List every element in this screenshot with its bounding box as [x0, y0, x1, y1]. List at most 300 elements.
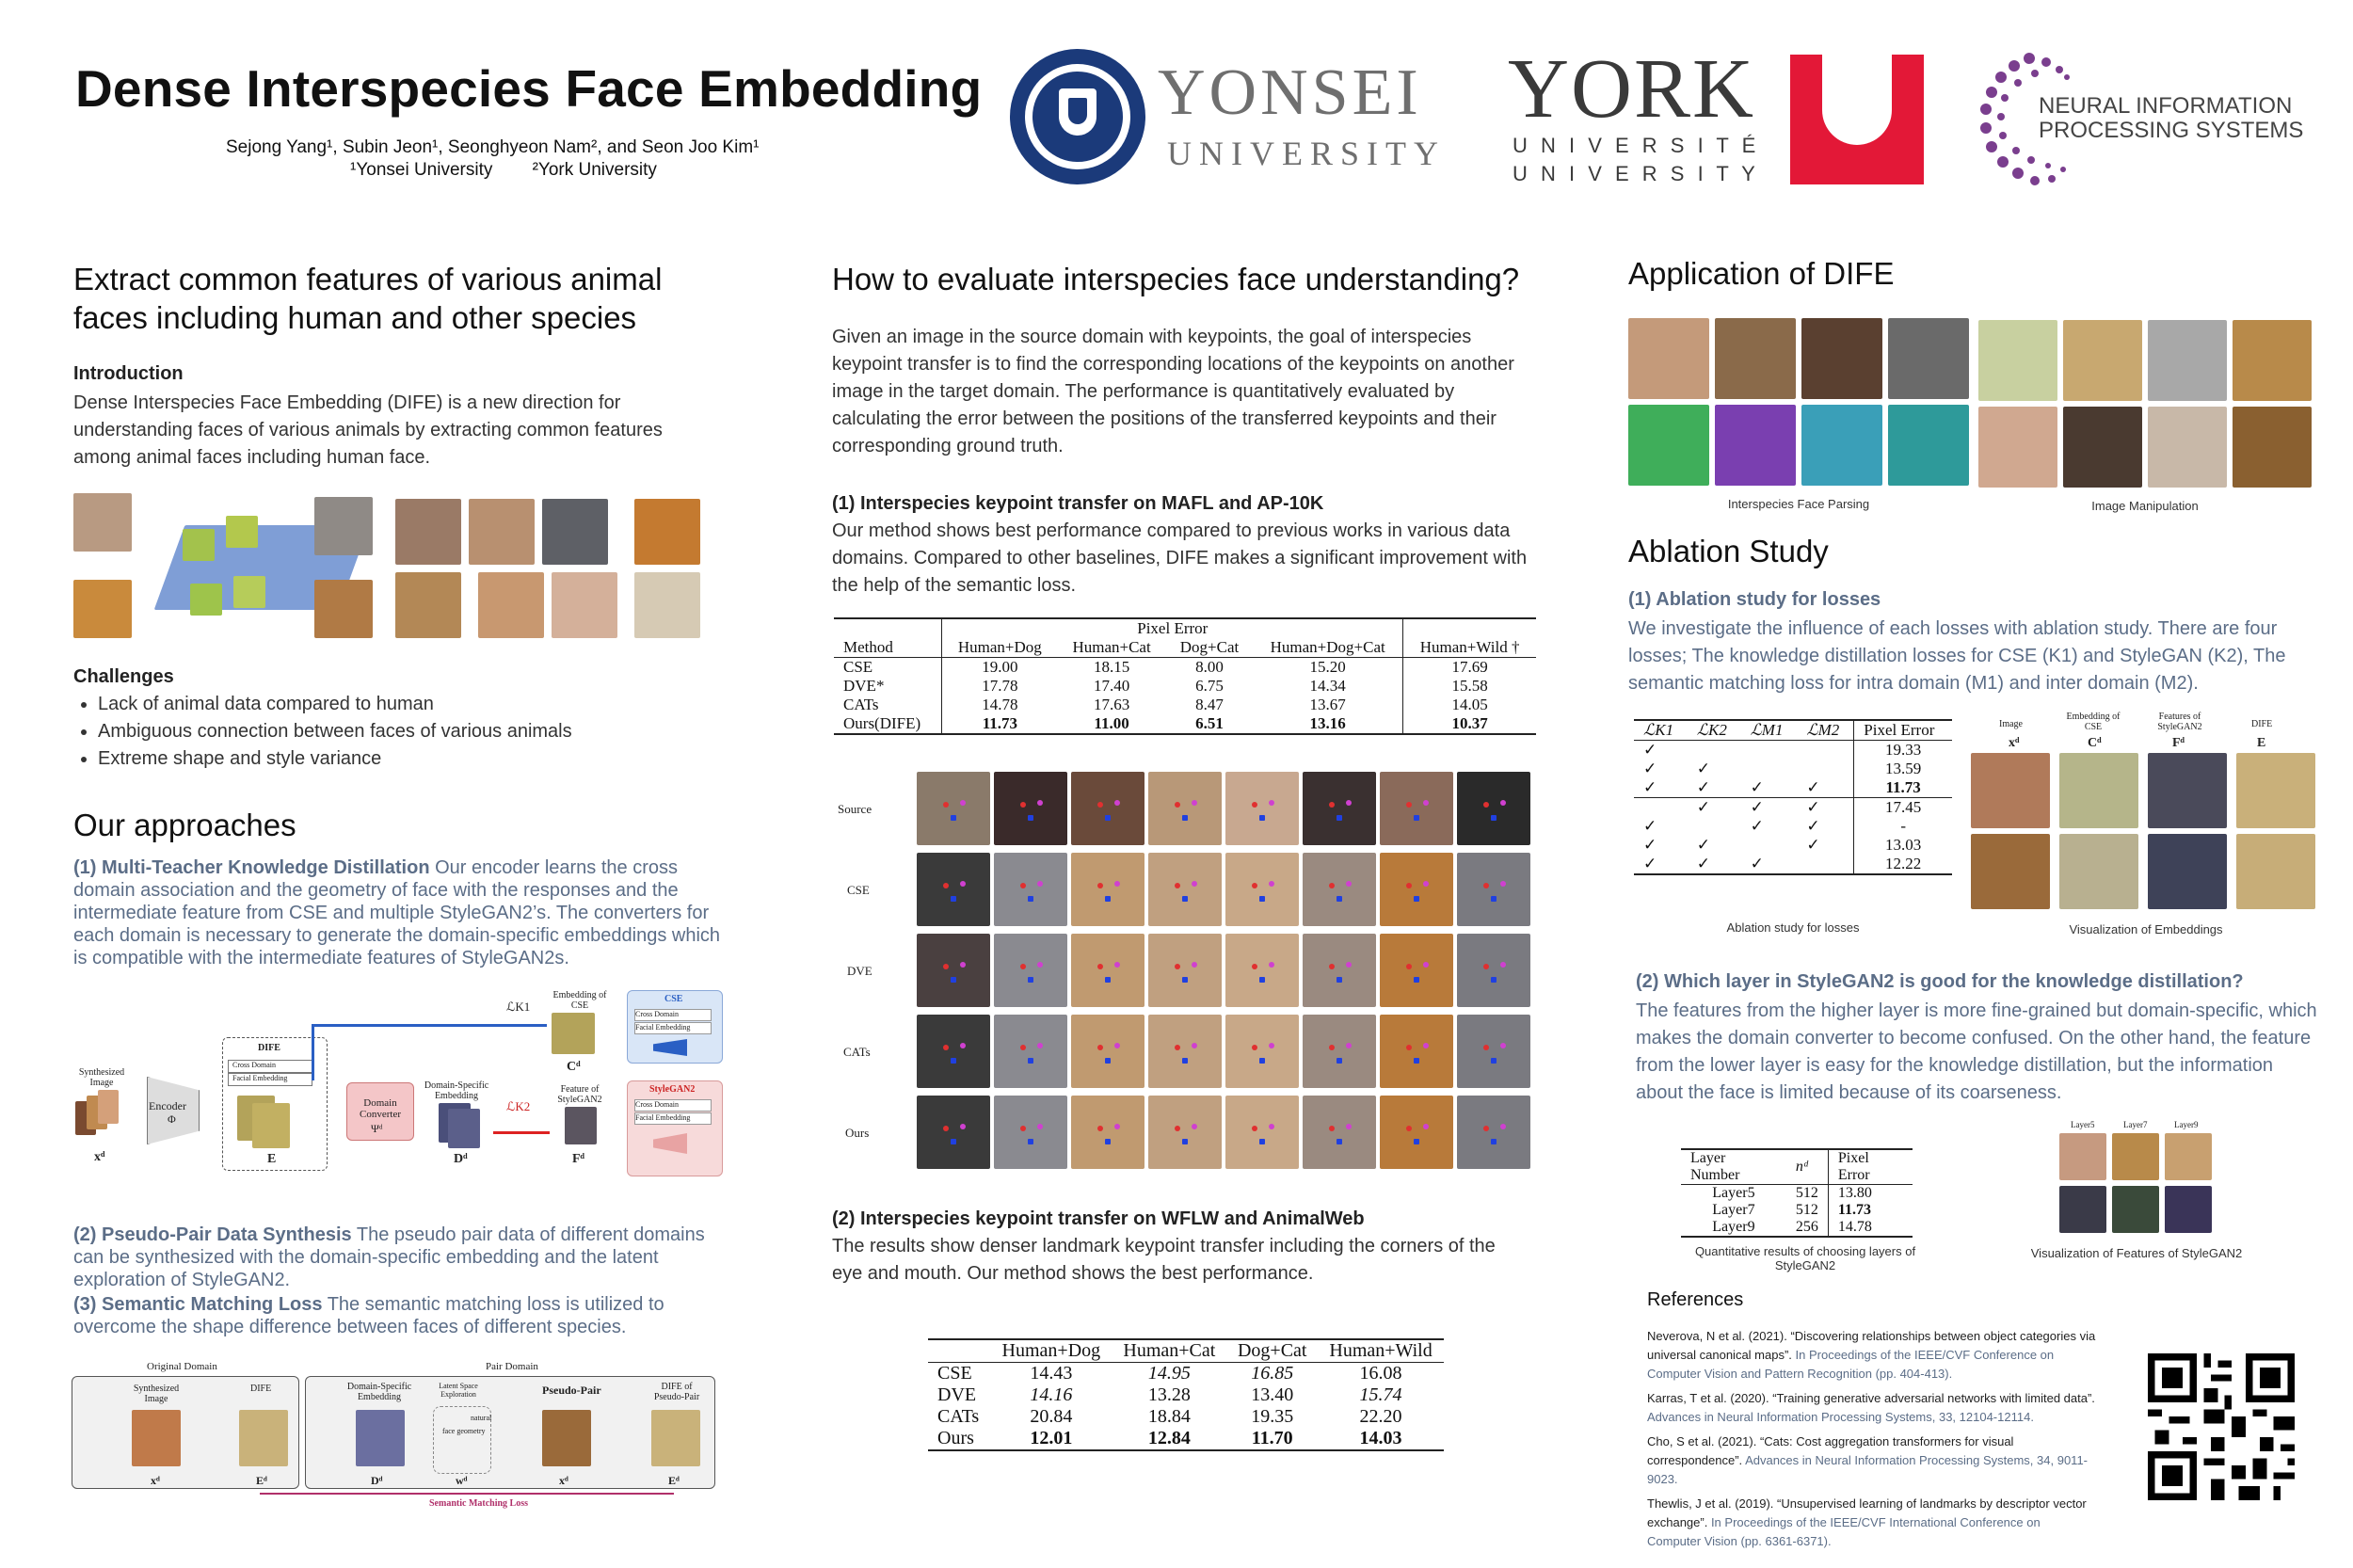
- keypoint-dot: [1028, 1058, 1033, 1064]
- keypoint-dot: [1483, 802, 1489, 808]
- keypoint-dot: [1406, 964, 1412, 969]
- keypoint-dot: [1414, 1058, 1419, 1064]
- encoder-label: Encoder: [149, 1099, 186, 1112]
- d2-face-geo: face geometry: [442, 1427, 486, 1435]
- poster-title: Dense Interspecies Face Embedding: [75, 59, 983, 118]
- neurips-line2: PROCESSING SYSTEMS: [2039, 118, 2304, 143]
- keypoint-thumb: [917, 853, 990, 926]
- keypoint-dot: [1105, 1058, 1111, 1064]
- keypoint-dot: [1500, 800, 1506, 806]
- abl-cell: ✓: [1643, 760, 1657, 777]
- abl-cell: ✓: [1806, 817, 1820, 835]
- abl-col-header: ℒM1: [1750, 721, 1784, 739]
- abl-cell: ✓: [1643, 817, 1657, 835]
- affiliations: ¹Yonsei University ²York University: [350, 160, 657, 180]
- layer-head: Layer5: [2071, 1120, 2095, 1129]
- s1-text: Our method shows best performance compared to previous works in various data domains. Compared to other baselines, DIFE makes a significant improvement with the help of the semantic loss.: [832, 520, 1528, 596]
- abl-cell: 19.33: [1854, 741, 1952, 760]
- t1-cell: 17.40: [1093, 677, 1130, 695]
- layer-cell: 512: [1795, 1185, 1818, 1201]
- keypoint-thumb: [1457, 853, 1530, 926]
- keypoint-dot: [1252, 802, 1257, 808]
- t2-col-header: Human+Wild: [1329, 1340, 1433, 1361]
- keypoint-thumb: [1457, 1015, 1530, 1088]
- keypoint-dot: [951, 896, 956, 902]
- keypoint-dot: [1192, 800, 1197, 806]
- references-list: [1647, 1327, 2097, 1551]
- keypoint-dot: [960, 1124, 966, 1129]
- table-row: [834, 714, 1536, 734]
- layer-cell: Layer9: [1712, 1219, 1755, 1235]
- abl-col-header: ℒK1: [1643, 721, 1674, 739]
- ref-authors: Cho, S et al. (2021). “Cats: Cost aggregation transformers for visual correspondence”.: [1647, 1434, 2014, 1467]
- d2-dife-label: DIFE: [250, 1384, 272, 1394]
- t2-cell: CSE: [937, 1363, 972, 1384]
- d2-dife-pp-map: [651, 1410, 700, 1466]
- cap-layer: Quantitative results of choosing layers of StyleGAN2: [1694, 1244, 1916, 1272]
- diagram-E: E: [267, 1152, 277, 1166]
- keypoint-dot: [1252, 1045, 1257, 1050]
- parsing-output: [1715, 405, 1796, 486]
- abl-cell: -: [1854, 817, 1952, 836]
- keypoint-dot: [1500, 962, 1506, 968]
- keypoint-dot: [1105, 815, 1111, 821]
- keypoint-dot: [943, 1045, 949, 1050]
- dife-label: DIFE: [258, 1043, 280, 1053]
- keypoint-dot: [1028, 896, 1033, 902]
- grid-row-label: DVE: [847, 964, 872, 978]
- table-row: [1634, 855, 1952, 874]
- abl2-text: The features from the higher layer is more fine-grained but domain-specific, which makes the domain converter to become confused. On the other hand, the feature from the lower layer is easy for the knowledge distillation, but the information about the face is limited because of its coarseness.: [1636, 1000, 2317, 1103]
- parsing-output: [1628, 405, 1709, 486]
- table-row: [1681, 1185, 1913, 1203]
- authors: Sejong Yang¹, Subin Jeon¹, Seonghyeon Nam², and Seon Joo Kim¹: [226, 137, 760, 157]
- keypoint-dot: [1105, 977, 1111, 983]
- keypoint-thumb: [1148, 1096, 1222, 1169]
- dse-map: [448, 1109, 480, 1148]
- keypoint-thumb: [917, 1015, 990, 1088]
- keypoint-thumb: [994, 934, 1067, 1007]
- keypoint-dot: [1329, 1126, 1335, 1131]
- abl-cell: 17.45: [1854, 798, 1952, 818]
- diagram-xd: xᵈ: [94, 1150, 105, 1164]
- table-wflw: [928, 1338, 1444, 1451]
- table-row: [834, 658, 1536, 678]
- t1-col-header: Human+Wild †: [1403, 638, 1536, 658]
- keypoint-dot: [1037, 881, 1043, 887]
- abl-cell: ✓: [1696, 798, 1711, 816]
- d2-synth-image: [132, 1410, 181, 1466]
- table-layers: [1681, 1148, 1913, 1238]
- t1-cell: 15.20: [1309, 658, 1346, 676]
- t1-cell: 14.34: [1309, 677, 1346, 695]
- abl-cell: [1741, 836, 1798, 855]
- challenge-item: • Ambiguous connection between faces of various animals: [98, 718, 738, 745]
- emb-sym: xᵈ: [2009, 736, 2020, 750]
- abl-cell: [1688, 817, 1741, 836]
- t1-cell: 8.47: [1195, 696, 1224, 713]
- manip-image: [2148, 407, 2227, 488]
- keypoint-dot: [1028, 977, 1033, 983]
- t2-col-header: Dog+Cat: [1237, 1340, 1307, 1361]
- keypoint-thumb: [1071, 853, 1144, 926]
- keypoint-dot: [1491, 1058, 1497, 1064]
- manip-image: [2233, 407, 2312, 488]
- table-mafl: [834, 617, 1536, 735]
- keypoint-thumb: [634, 499, 700, 565]
- keypoint-dot: [1259, 896, 1265, 902]
- layer-head: Layer9: [2174, 1120, 2199, 1129]
- t1-cell: CSE: [834, 658, 942, 678]
- col2-intro: Given an image in the source domain with keypoints, the goal of interspecies keypoint transfer is to find the corresponding locations of the keypoints on another image in the target domain. The performance is quantitatively evaluated by calculating the error between the positions of the transferred keypoints and their corresponding ground truth.: [832, 327, 1514, 456]
- keypoint-dot: [1037, 1124, 1043, 1129]
- keypoint-dot: [1269, 800, 1274, 806]
- d2-Dd: Dᵈ: [371, 1474, 383, 1487]
- phi-label: Φ: [168, 1112, 176, 1126]
- d2-pseudo-image: [542, 1410, 591, 1466]
- keypoint-dot: [951, 1058, 956, 1064]
- abl-col-header: ℒK2: [1696, 721, 1727, 739]
- keypoint-thumb: [1071, 772, 1144, 845]
- keypoint-dot: [960, 881, 966, 887]
- keypoint-dot: [960, 962, 966, 968]
- keypoint-dot: [1028, 1139, 1033, 1144]
- keypoint-dot: [1406, 802, 1412, 808]
- york-wordmark: YORK: [1508, 42, 1756, 136]
- ref-venue: Advances in Neural Information Processing Systems, 33, 12104-12114.: [1647, 1410, 2034, 1424]
- layer-cell: Layer5: [1712, 1185, 1755, 1201]
- embedding-patch: [226, 516, 258, 548]
- layer-image: [2059, 1133, 2106, 1180]
- t1-col-header: Human+Dog+Cat: [1270, 638, 1385, 656]
- keypoint-dot: [1097, 1045, 1103, 1050]
- t1-cell: 11.73: [982, 714, 1017, 732]
- t2-col-header: Human+Cat: [1123, 1340, 1216, 1361]
- embedding-patch: [190, 584, 222, 616]
- parsing-input: [1801, 318, 1882, 399]
- abl-cell: ✓: [1643, 778, 1657, 796]
- table-row: [1634, 778, 1952, 798]
- t1-cell: 13.67: [1309, 696, 1346, 713]
- keypoint-thumb: [994, 1096, 1067, 1169]
- manipulation-figure: [1978, 320, 2317, 489]
- table-row: [834, 677, 1536, 696]
- abl-cell: ✓: [1750, 855, 1764, 872]
- layer-cell: Layer7: [1712, 1202, 1755, 1218]
- t2-cell: 14.43: [1030, 1363, 1073, 1384]
- grid-row-label: Ours: [845, 1126, 870, 1140]
- keypoint-dot: [1020, 883, 1026, 888]
- d2-dse-label: Domain-Specific Embedding: [346, 1382, 412, 1402]
- t2-cell: 13.28: [1147, 1384, 1191, 1405]
- emb-cse: [2059, 834, 2138, 909]
- approach-2-text: The pseudo pair data of different domains can be synthesized with the domain-specific embedding and the latent exploration of StyleGAN2.: [73, 1224, 705, 1290]
- layer-col-header: Pixel Error: [1828, 1149, 1913, 1185]
- table-row: [928, 1406, 1444, 1428]
- keypoint-dot: [1020, 1126, 1026, 1131]
- keypoint-thumb: [1148, 934, 1222, 1007]
- keypoint-dot: [1037, 1043, 1043, 1048]
- keypoint-thumb: [1148, 1015, 1222, 1088]
- reference-item: [1647, 1389, 2097, 1427]
- keypoint-thumb: [1071, 1096, 1144, 1169]
- t2-cell: 14.03: [1359, 1428, 1402, 1448]
- loss-k1-arrow-h: [312, 1024, 547, 1027]
- keypoint-thumb: [1380, 772, 1453, 845]
- keypoint-dot: [1252, 964, 1257, 969]
- keypoint-dot: [1346, 881, 1352, 887]
- layer-feature: [2112, 1186, 2159, 1233]
- intro-title: Introduction: [73, 363, 184, 384]
- approach-1-text: Our encoder learns the cross domain association and the geometry of face with the responses and the intermediate feature from CSE and multiple StyleGAN2’s. The converters for each domain is necessary to generate the domain-specific embeddings which is compatible with the intermediate features of StyleGAN2s.: [73, 857, 721, 968]
- abl-cell: ✓: [1643, 855, 1657, 872]
- keypoint-dot: [1192, 962, 1197, 968]
- abl-cell: ✓: [1643, 836, 1657, 854]
- emb-dife: [2236, 834, 2315, 909]
- cap-manip: Image Manipulation: [2091, 499, 2199, 513]
- stylegan-label: StyleGAN2: [649, 1084, 696, 1095]
- keypoint-dot: [1259, 1058, 1265, 1064]
- abl-cell: ✓: [1806, 778, 1820, 796]
- layer-cell: 11.73: [1828, 1202, 1913, 1219]
- approach-3: [73, 1293, 723, 1338]
- challenges-title: Challenges: [73, 666, 174, 687]
- keypoint-thumb: [917, 934, 990, 1007]
- embedding-map: [252, 1103, 290, 1148]
- abl-cell: ✓: [1696, 855, 1711, 872]
- keypoint-dot: [1491, 1139, 1497, 1144]
- loss-k1: ℒK1: [506, 1000, 531, 1014]
- table-row: [928, 1363, 1444, 1385]
- keypoint-thumb: [994, 772, 1067, 845]
- d2-dife-pp-label: DIFE of Pseudo-Pair: [653, 1382, 700, 1402]
- keypoint-thumb: [1380, 853, 1453, 926]
- keypoint-thumb: [542, 499, 608, 565]
- keypoint-dot: [1483, 883, 1489, 888]
- table-row: [1634, 741, 1952, 760]
- emb-image: [1971, 834, 2050, 909]
- keypoint-thumb: [1148, 853, 1222, 926]
- t2-cell: 11.70: [1251, 1428, 1293, 1448]
- table-row: [928, 1428, 1444, 1450]
- keypoint-thumb: [395, 499, 461, 565]
- dog-face-thumb: [314, 580, 373, 638]
- keypoint-dot: [1097, 883, 1103, 888]
- keypoint-dot: [1269, 962, 1274, 968]
- abl-cell: [1634, 798, 1688, 818]
- psi-label: Ψᵈ: [371, 1122, 383, 1135]
- t2-cell: 22.20: [1359, 1406, 1402, 1427]
- tiger-face-thumb: [73, 580, 132, 638]
- keypoint-dot: [1406, 1126, 1412, 1131]
- s1-title: (1) Interspecies keypoint transfer on MAFL and AP-10K: [832, 493, 1324, 514]
- keypoint-dot: [1259, 1139, 1265, 1144]
- table-row: [834, 696, 1536, 714]
- t1-cell: 11.00: [1094, 714, 1129, 732]
- keypoint-dot: [1105, 1139, 1111, 1144]
- t2-cell: 14.95: [1147, 1363, 1191, 1384]
- keypoint-dot: [1269, 1043, 1274, 1048]
- t1-cell: Ours(DIFE): [834, 714, 942, 734]
- keypoint-thumb: [1225, 772, 1299, 845]
- t1-cell: 19.00: [982, 658, 1018, 676]
- cap-layer-vis: Visualization of Features of StyleGAN2: [2030, 1246, 2243, 1260]
- feat-map: [565, 1107, 597, 1144]
- approach-1: [73, 856, 723, 969]
- keypoint-dot: [1182, 1058, 1188, 1064]
- keypoint-thumb: [1457, 1096, 1530, 1169]
- keypoint-dot: [1406, 1045, 1412, 1050]
- diagram-Cd: Cᵈ: [567, 1060, 581, 1074]
- human-face-thumb: [73, 493, 132, 552]
- keypoint-dot: [1020, 964, 1026, 969]
- abl-cell: [1688, 741, 1741, 760]
- keypoint-dot: [1423, 1124, 1429, 1129]
- orig-domain-label: Original Domain: [147, 1361, 217, 1372]
- t1-cell: 17.69: [1403, 658, 1536, 678]
- keypoint-dot: [1491, 896, 1497, 902]
- keypoint-dot: [1423, 1043, 1429, 1048]
- grid-row-label: CSE: [847, 883, 870, 897]
- yonsei-wordmark: YONSEI: [1158, 56, 1422, 129]
- d2-latent-label: Latent Space Exploration: [439, 1382, 478, 1399]
- keypoint-dot: [943, 1126, 949, 1131]
- layer-feature: [2059, 1186, 2106, 1233]
- emb-head: Image: [1999, 719, 2023, 729]
- pseudo-pair-diagram: [72, 1361, 715, 1513]
- t1-cell: 6.75: [1195, 677, 1224, 695]
- abl-cell: ✓: [1806, 798, 1820, 816]
- approach-3-title: (3) Semantic Matching Loss: [73, 1294, 323, 1315]
- keypoint-thumb: [1303, 772, 1376, 845]
- ref-authors: Thewlis, J et al. (2019). “Unsupervised learning of landmarks by descriptor vector exchange”.: [1647, 1496, 2087, 1529]
- loss-k2: ℒK2: [506, 1099, 531, 1113]
- abl-cell: ✓: [1750, 817, 1764, 835]
- keypoint-dot: [1269, 881, 1274, 887]
- layer-cell: 14.78: [1828, 1219, 1913, 1237]
- keypoint-dot: [1182, 1139, 1188, 1144]
- keypoint-dot: [1259, 977, 1265, 983]
- manip-image: [2063, 407, 2142, 488]
- d2-wd: wᵈ: [456, 1474, 468, 1487]
- t2-cell: DVE: [937, 1384, 977, 1405]
- intro-figure: [73, 489, 713, 640]
- keypoint-thumb: [1148, 772, 1222, 845]
- table-row: [1681, 1219, 1913, 1237]
- t2-cell: 16.85: [1251, 1363, 1294, 1384]
- table-row: [1634, 798, 1952, 818]
- keypoint-dot: [1175, 964, 1180, 969]
- keypoint-thumb: [1303, 934, 1376, 1007]
- keypoint-dot: [1414, 896, 1419, 902]
- abl-cell: [1797, 760, 1853, 778]
- keypoint-dot: [1414, 815, 1419, 821]
- keypoint-thumb: [1303, 1015, 1376, 1088]
- keypoint-dot: [1491, 977, 1497, 983]
- keypoint-thumb: [1303, 853, 1376, 926]
- t2-col-header: Human+Dog: [1001, 1340, 1101, 1361]
- keypoint-dot: [1114, 1124, 1120, 1129]
- emb-image: [1971, 753, 2050, 828]
- abl-cell: [1797, 855, 1853, 874]
- d2-xd2: xᵈ: [559, 1474, 568, 1487]
- abl-cell: [1741, 760, 1798, 778]
- keypoint-dot: [1346, 1124, 1352, 1129]
- abl-cell: 11.73: [1854, 778, 1952, 798]
- diagram-Fd: Fᵈ: [572, 1152, 585, 1166]
- architecture-diagram: [73, 990, 723, 1192]
- keypoint-dot: [1175, 883, 1180, 888]
- layer-cell: 256: [1795, 1219, 1818, 1235]
- t1-cell: 17.63: [1093, 696, 1130, 713]
- emb-sym: E: [2257, 736, 2266, 750]
- embedding-patch: [233, 576, 265, 608]
- cap-abl: Ablation study for losses: [1726, 920, 1860, 935]
- manip-image: [2063, 320, 2142, 401]
- keypoint-dot: [1192, 1124, 1197, 1129]
- keypoint-dot: [1483, 1126, 1489, 1131]
- parsing-output: [1801, 405, 1882, 486]
- abl-cell: ✓: [1696, 760, 1711, 777]
- keypoint-dot: [1175, 1045, 1180, 1050]
- d2-xd: xᵈ: [151, 1474, 160, 1487]
- york-sub-en: U N I V E R S I T Y: [1513, 162, 1759, 185]
- keypoint-dot: [1037, 800, 1043, 806]
- yonsei-wordmark-sub: UNIVERSITY: [1167, 135, 1446, 172]
- t1-cell: 6.51: [1195, 714, 1224, 732]
- abl-cell: 12.22: [1854, 855, 1952, 874]
- layer-cell: 512: [1795, 1202, 1818, 1218]
- challenge-item: • Extreme shape and style variance: [98, 745, 738, 773]
- table-row: [1681, 1202, 1913, 1219]
- t2-cell: 18.84: [1147, 1406, 1191, 1427]
- cse-label: CSE: [664, 994, 683, 1004]
- layer-image: [2165, 1133, 2212, 1180]
- keypoint-thumb: [1071, 1015, 1144, 1088]
- col1-headline: Extract common features of various animal faces including human and other species: [73, 262, 663, 335]
- d2-loss-line: [260, 1493, 674, 1495]
- abl-cell: ✓: [1696, 778, 1711, 796]
- facial-embedding-label: Facial Embedding: [228, 1073, 312, 1086]
- ablation-headline: Ablation Study: [1628, 534, 1829, 568]
- keypoint-dot: [1252, 1126, 1257, 1131]
- approach-2-title: (2) Pseudo-Pair Data Synthesis: [73, 1224, 352, 1245]
- keypoint-dot: [1500, 881, 1506, 887]
- cap-parsing: Interspecies Face Parsing: [1727, 497, 1870, 511]
- emb-head: DIFE: [2251, 719, 2273, 729]
- t1-cell: DVE*: [834, 677, 942, 696]
- t1-group-header: Pixel Error: [1137, 619, 1209, 637]
- transfer-thumb: [634, 572, 700, 638]
- keypoint-dot: [1406, 883, 1412, 888]
- parsing-input: [1628, 318, 1709, 399]
- app-headline: Application of DIFE: [1628, 256, 1895, 291]
- keypoint-dot: [1097, 964, 1103, 969]
- keypoint-dot: [1423, 881, 1429, 887]
- ref-venue: In Proceedings of the IEEE/CVF International Conference on Computer Vision (pp. 6361-6371).: [1647, 1515, 2041, 1548]
- s2-title: (2) Interspecies keypoint transfer on WFLW and AnimalWeb: [832, 1208, 1365, 1229]
- cse-map: [552, 1013, 595, 1054]
- t1-method-header: Method: [834, 618, 942, 658]
- abl-cell: 13.03: [1854, 836, 1952, 855]
- emb-sym: Cᵈ: [2088, 736, 2102, 750]
- keypoint-dot: [1182, 896, 1188, 902]
- qr-code[interactable]: [2148, 1353, 2295, 1500]
- keypoint-dot: [951, 815, 956, 821]
- keypoint-dot: [1337, 977, 1342, 983]
- layer-feature: [2165, 1186, 2212, 1233]
- keypoint-dot: [1175, 1126, 1180, 1131]
